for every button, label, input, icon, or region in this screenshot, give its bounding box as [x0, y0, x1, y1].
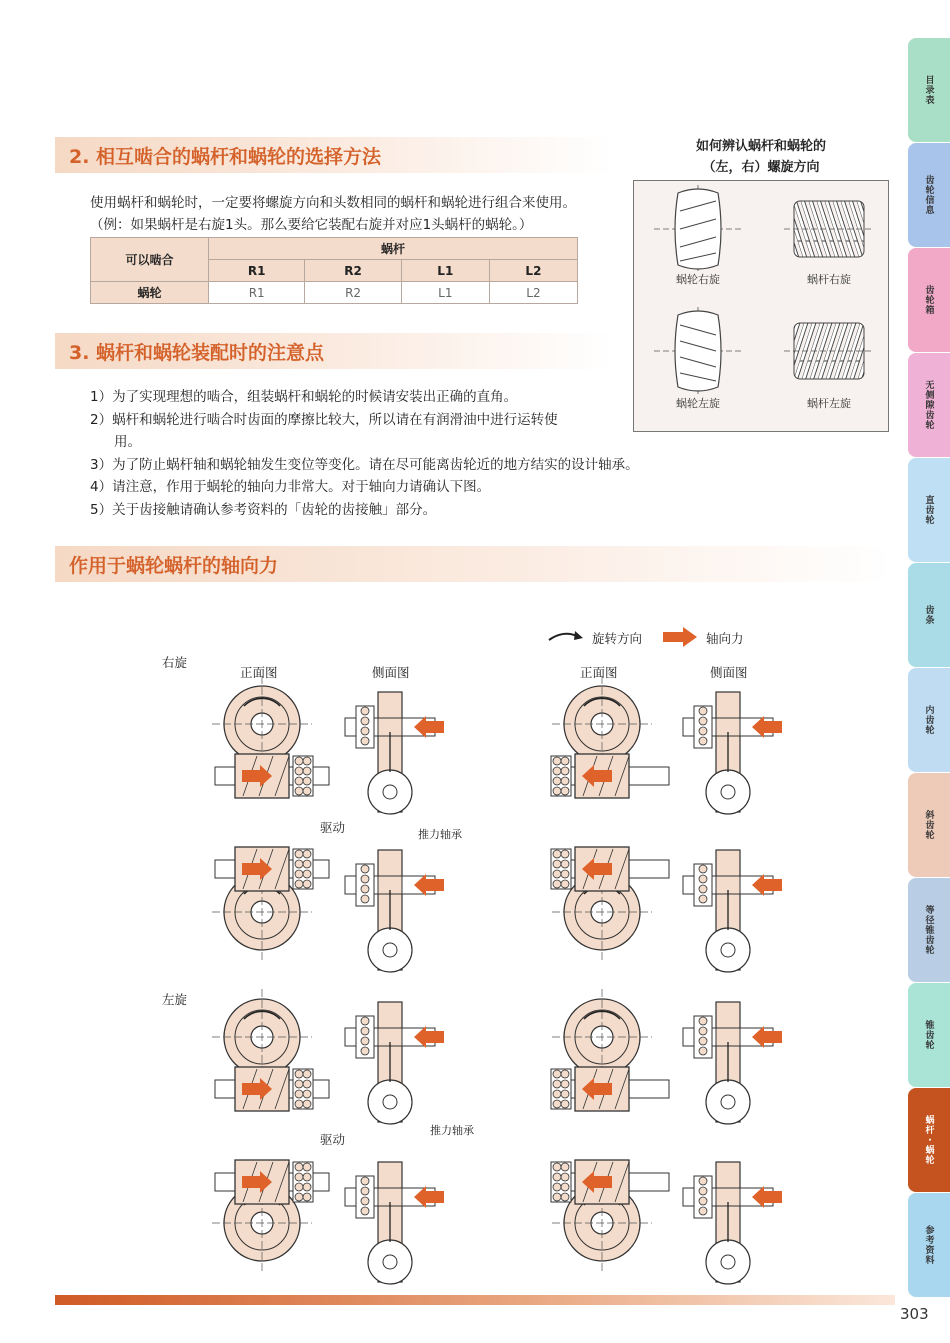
- bearing-ball: [561, 880, 569, 888]
- bearing-ball: [303, 870, 311, 878]
- bearing-ball: [699, 737, 707, 745]
- front-view-label: 正面图: [240, 665, 278, 680]
- bearing-ball: [699, 865, 707, 873]
- bearing-ball: [561, 850, 569, 858]
- bearing-ball: [303, 777, 311, 785]
- table-cell: L2: [489, 282, 577, 304]
- bearing-ball: [295, 1090, 303, 1098]
- side-worm-hub: [383, 1095, 397, 1109]
- table-cell: R1: [209, 282, 305, 304]
- tab-label: 齿轮箱: [923, 285, 934, 315]
- bearing-ball: [561, 757, 569, 765]
- footer-bar: [55, 1295, 895, 1305]
- bearing-ball: [553, 880, 561, 888]
- table-corner: 可以啮合: [91, 238, 209, 282]
- bearing-ball: [553, 767, 561, 775]
- bearing-ball: [303, 850, 311, 858]
- drive-label: 驱动: [320, 820, 346, 835]
- bearing-ball: [303, 1090, 311, 1098]
- bearing-ball: [553, 1080, 561, 1088]
- bearing-ball: [295, 787, 303, 795]
- bearing-ball: [295, 850, 303, 858]
- bearing-ball: [303, 757, 311, 765]
- list-item: 3）为了防止蜗杆轴和蜗轮轴发生变位等变化。请在尽可能离齿轮近的地方结实的设计轴承。: [90, 456, 639, 473]
- table-col-header: R2: [305, 260, 401, 282]
- section2-title: 2. 相互啮合的蜗杆和蜗轮的选择方法: [69, 145, 382, 168]
- bearing-ball: [561, 787, 569, 795]
- bearing-ball: [361, 1017, 369, 1025]
- tab-label: 齿条: [923, 605, 934, 625]
- bearing-ball: [303, 1080, 311, 1088]
- table-group-header: 蜗杆: [209, 238, 578, 260]
- bearing-ball: [361, 727, 369, 735]
- bearing-ball: [561, 1163, 569, 1171]
- side-worm-hub: [721, 943, 735, 957]
- bearing-ball: [295, 1173, 303, 1181]
- bearing-ball: [361, 1187, 369, 1195]
- bearing-ball: [361, 1207, 369, 1215]
- bearing-ball: [303, 1163, 311, 1171]
- bearing-ball: [295, 1100, 303, 1108]
- side-view-label: 侧面图: [710, 665, 748, 680]
- bearing-ball: [561, 767, 569, 775]
- worm-left-caption: 蜗杆左旋: [807, 397, 851, 410]
- bearing-ball: [561, 777, 569, 785]
- tab-label: 等径锥齿轮: [923, 905, 934, 955]
- bearing-ball: [553, 1090, 561, 1098]
- bearing-ball: [361, 737, 369, 745]
- bearing-ball: [361, 717, 369, 725]
- bearing-ball: [699, 707, 707, 715]
- bearing-ball: [553, 870, 561, 878]
- bearing-ball: [361, 1197, 369, 1205]
- bearing-ball: [561, 1173, 569, 1181]
- list-item: 1）为了实现理想的啮合，组装蜗杆和蜗轮的时候请安装出正确的直角。: [90, 389, 518, 405]
- section3-title: 3. 蜗杆和蜗轮装配时的注意点: [69, 341, 325, 364]
- bearing-ball: [361, 875, 369, 883]
- wheel-right-caption: 蜗轮右旋: [676, 273, 720, 286]
- table-cell: L1: [401, 282, 489, 304]
- tab-label: 斜齿轮: [923, 810, 934, 840]
- bearing-ball: [699, 1037, 707, 1045]
- table-col-header: L2: [489, 260, 577, 282]
- bearing-ball: [561, 1070, 569, 1078]
- tab-label: 目录表: [923, 75, 934, 105]
- wheel-left-caption: 蜗轮左旋: [676, 397, 720, 410]
- tab-label: 无侧隙齿轮: [923, 380, 934, 430]
- table-cell: R2: [305, 282, 401, 304]
- side-worm-hub: [721, 785, 735, 799]
- bearing-ball: [561, 860, 569, 868]
- side-worm-hub: [383, 785, 397, 799]
- bearing-ball: [303, 787, 311, 795]
- tab-label: 蜗杆・蜗轮: [923, 1115, 934, 1165]
- bearing-ball: [295, 1070, 303, 1078]
- legend-force-label: 轴向力: [706, 631, 744, 646]
- bearing-ball: [553, 757, 561, 765]
- bearing-ball: [303, 880, 311, 888]
- tab-label: 直齿轮: [923, 495, 934, 525]
- list-item: 用。: [114, 434, 141, 450]
- table-col-header: L1: [401, 260, 489, 282]
- bearing-ball: [561, 870, 569, 878]
- bearing-ball: [303, 767, 311, 775]
- section2-line1: 使用蜗杆和蜗轮时，一定要将螺旋方向和头数相同的蜗杆和蜗轮进行组合来使用。: [90, 195, 576, 211]
- bearing-ball: [553, 850, 561, 858]
- bearing-ball: [295, 767, 303, 775]
- thrust-bearing-label: 推力轴承: [418, 828, 462, 841]
- tab-label: 齿轮信息: [923, 175, 934, 215]
- tab-label: 锥齿轮: [923, 1020, 934, 1050]
- bearing-ball: [553, 1163, 561, 1171]
- bearing-ball: [553, 1183, 561, 1191]
- bearing-ball: [553, 860, 561, 868]
- bearing-ball: [699, 875, 707, 883]
- bearing-ball: [699, 1207, 707, 1215]
- right-hand-label: 右旋: [162, 655, 188, 670]
- bearing-ball: [295, 1193, 303, 1201]
- bearing-ball: [553, 1070, 561, 1078]
- bearing-ball: [553, 787, 561, 795]
- bearing-ball: [699, 895, 707, 903]
- table-row-label: 蜗轮: [91, 282, 209, 304]
- bearing-ball: [361, 707, 369, 715]
- bearing-ball: [699, 1047, 707, 1055]
- bearing-ball: [699, 1187, 707, 1195]
- helix-title-line1: 如何辨认蜗杆和蜗轮的: [695, 139, 826, 154]
- tab-label: 内齿轮: [923, 705, 934, 735]
- bearing-ball: [361, 865, 369, 873]
- bearing-ball: [361, 885, 369, 893]
- bearing-ball: [561, 1090, 569, 1098]
- bearing-ball: [303, 1100, 311, 1108]
- bearing-ball: [295, 1080, 303, 1088]
- bearing-ball: [361, 1177, 369, 1185]
- bearing-ball: [561, 1080, 569, 1088]
- table-col-header: R1: [209, 260, 305, 282]
- legend-rotation-label: 旋转方向: [592, 631, 643, 646]
- bearing-ball: [303, 1183, 311, 1191]
- side-view-label: 侧面图: [372, 665, 410, 680]
- bearing-ball: [361, 1047, 369, 1055]
- bearing-ball: [699, 1017, 707, 1025]
- force-section-title: 作用于蜗轮蜗杆的轴向力: [69, 554, 279, 577]
- front-view-label: 正面图: [580, 665, 618, 680]
- thrust-bearing-label: 推力轴承: [430, 1124, 474, 1137]
- drive-label: 驱动: [320, 1132, 346, 1147]
- bearing-ball: [699, 727, 707, 735]
- bearing-ball: [553, 1173, 561, 1181]
- left-hand-label: 左旋: [162, 992, 188, 1007]
- bearing-ball: [295, 880, 303, 888]
- bearing-ball: [303, 1173, 311, 1181]
- helix-title-line2: （左，右）螺旋方向: [702, 160, 820, 175]
- bearing-ball: [553, 1193, 561, 1201]
- bearing-ball: [303, 1070, 311, 1078]
- page-number: 303: [900, 1305, 929, 1323]
- bearing-ball: [295, 860, 303, 868]
- list-item: 5）关于齿接触请确认参考资料的「齿轮的齿接触」部分。: [90, 501, 437, 518]
- bearing-ball: [295, 1183, 303, 1191]
- bearing-ball: [699, 1027, 707, 1035]
- bearing-ball: [699, 717, 707, 725]
- bearing-ball: [361, 895, 369, 903]
- side-worm-hub: [721, 1255, 735, 1269]
- tab-label: 参考资料: [923, 1225, 934, 1265]
- bearing-ball: [561, 1193, 569, 1201]
- list-item: 2）蜗杆和蜗轮进行啮合时齿面的摩擦比较大，所以请在有润滑油中进行运转使: [90, 411, 558, 428]
- bearing-ball: [295, 757, 303, 765]
- side-worm-hub: [383, 1255, 397, 1269]
- list-item: 4）请注意，作用于蜗轮的轴向力非常大。对于轴向力请确认下图。: [90, 479, 491, 495]
- bearing-ball: [361, 1037, 369, 1045]
- bearing-ball: [561, 1183, 569, 1191]
- section2-line2: （例：如果蜗杆是右旋1头。那么要给它装配右旋并对应1头蜗杆的蜗轮。）: [90, 217, 533, 233]
- bearing-ball: [303, 1193, 311, 1201]
- bearing-ball: [699, 1177, 707, 1185]
- bearing-ball: [295, 1163, 303, 1171]
- bearing-ball: [295, 870, 303, 878]
- side-worm-hub: [721, 1095, 735, 1109]
- bearing-ball: [553, 777, 561, 785]
- worm-right-caption: 蜗杆右旋: [807, 273, 851, 286]
- bearing-ball: [295, 777, 303, 785]
- bearing-ball: [561, 1100, 569, 1108]
- bearing-ball: [699, 1197, 707, 1205]
- bearing-ball: [553, 1100, 561, 1108]
- bearing-ball: [699, 885, 707, 893]
- bearing-ball: [361, 1027, 369, 1035]
- bearing-ball: [303, 860, 311, 868]
- side-worm-hub: [383, 943, 397, 957]
